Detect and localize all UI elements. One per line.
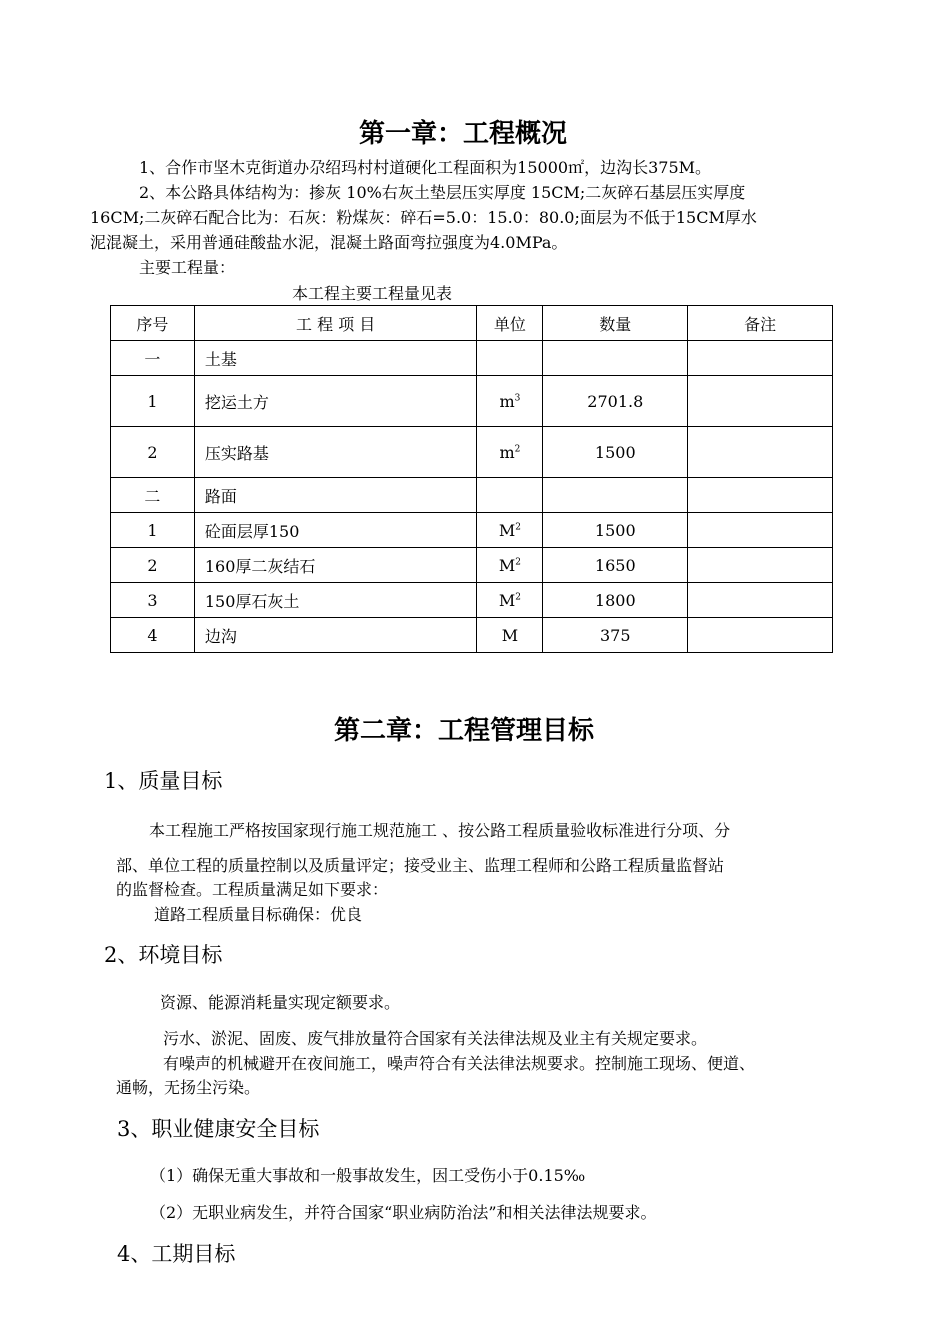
- row-item: 路面: [194, 478, 477, 513]
- row-note: [688, 513, 833, 548]
- unit-text: M: [498, 520, 516, 540]
- table-row: [111, 341, 833, 376]
- chapter1-line5: 主要工程量：: [139, 258, 236, 277]
- unit-sup: 2: [515, 592, 521, 603]
- row-qty: [543, 478, 688, 513]
- row-qty: 375: [543, 618, 688, 653]
- table-row: [111, 376, 833, 427]
- unit-text: m: [499, 391, 515, 411]
- section2-para3: 有噪声的机械避开在夜间施工，噪声符合有关法律法规要求。控制施工现场、便道、: [163, 1054, 756, 1073]
- section1-title: 1、质量目标: [104, 769, 223, 793]
- row-note: [688, 548, 833, 583]
- row-qty: 1500: [543, 513, 688, 548]
- row-note: [688, 478, 833, 513]
- section3-para1: （1）确保无重大事故和一般事故发生，因工受伤小于0.15‰: [150, 1166, 586, 1185]
- chapter1-line3: 16CM;二灰碎石配合比为：石灰：粉煤灰：碎石=5.0：15.0：80.0;面层为不低于15CM厚水: [90, 208, 757, 227]
- row-qty: [543, 341, 688, 376]
- chapter2-title: 第二章：工程管理目标: [334, 716, 595, 746]
- row-no: 4: [111, 618, 195, 653]
- chapter1-line2: 2、本公路具体结构为：掺灰 10%右灰土垫层压实厚度 15CM;二灰碎石基层压实厚度: [139, 183, 746, 202]
- row-item: 150厚石灰土: [194, 583, 477, 618]
- header-cell: 备注: [688, 306, 833, 341]
- header-cell: 单位: [477, 306, 543, 341]
- unit-sup: 2: [515, 557, 521, 568]
- row-no: 1: [111, 376, 195, 427]
- row-no: 2: [111, 548, 195, 583]
- table-caption: 本工程主要工程量见表: [292, 284, 453, 303]
- unit-text: M: [498, 590, 516, 610]
- unit-text: M: [498, 555, 516, 575]
- unit-text: m: [499, 442, 515, 462]
- table-row: [111, 548, 833, 583]
- section1-para4: 道路工程质量目标确保：优良: [154, 905, 363, 924]
- row-note: [688, 376, 833, 427]
- row-qty: 2701.8: [543, 376, 688, 427]
- header-cell: 序号: [111, 306, 195, 341]
- row-no: 2: [111, 427, 195, 478]
- row-qty: 1500: [543, 427, 688, 478]
- row-item: 160厚二灰结石: [194, 548, 477, 583]
- row-unit: [477, 513, 543, 548]
- row-no: 一: [111, 341, 195, 376]
- table-row: [111, 427, 833, 478]
- row-unit: [477, 341, 543, 376]
- section2-para2: 污水、淤泥、固废、废气排放量符合国家有关法律法规及业主有关规定要求。: [163, 1029, 708, 1048]
- table-row: [111, 618, 833, 653]
- table-header-row: [111, 306, 833, 341]
- row-no: 二: [111, 478, 195, 513]
- section3-para2: （2）无职业病发生，并符合国家“职业病防治法”和相关法律法规要求。: [150, 1203, 657, 1222]
- row-unit: [477, 583, 543, 618]
- chapter1-line1: 1、合作市坚木克街道办尕绍玛村村道硬化工程面积为15000㎡，边沟长375M。: [139, 158, 712, 177]
- section2-para1: 资源、能源消耗量实现定额要求。: [160, 993, 401, 1012]
- unit-sup: 2: [515, 522, 521, 533]
- quantity-table: [110, 305, 833, 653]
- row-item: 压实路基: [194, 427, 477, 478]
- row-item: 土基: [194, 341, 477, 376]
- header-cell: 数量: [543, 306, 688, 341]
- table-row: [111, 513, 833, 548]
- unit-text: M: [501, 625, 519, 645]
- row-unit: [477, 478, 543, 513]
- row-no: 3: [111, 583, 195, 618]
- row-note: [688, 427, 833, 478]
- row-unit: [477, 618, 543, 653]
- unit-sup: 3: [514, 393, 521, 404]
- row-item: 边沟: [194, 618, 477, 653]
- row-unit: [477, 548, 543, 583]
- section1-para3: 的监督检查。工程质量满足如下要求：: [116, 880, 389, 899]
- chapter1-line4: 泥混凝土，采用普通硅酸盐水泥，混凝土路面弯拉强度为4.0MPa。: [90, 233, 568, 252]
- row-note: [688, 618, 833, 653]
- row-item: 挖运土方: [194, 376, 477, 427]
- row-no: 1: [111, 513, 195, 548]
- row-qty: 1800: [543, 583, 688, 618]
- row-note: [688, 583, 833, 618]
- section1-para1: 本工程施工严格按国家现行施工规范施工 、按公路工程质量验收标准进行分项、分: [149, 821, 731, 840]
- section1-para2: 部、单位工程的质量控制以及质量评定；接受业主、监理工程师和公路工程质量监督站: [116, 856, 725, 875]
- row-unit: [477, 427, 543, 478]
- section4-title: 4、工期目标: [117, 1242, 236, 1266]
- table-row: [111, 478, 833, 513]
- section2-para4: 通畅，无扬尘污染。: [116, 1078, 261, 1097]
- row-unit: [477, 376, 543, 427]
- row-note: [688, 341, 833, 376]
- row-item: 砼面层厚150: [194, 513, 477, 548]
- section3-title: 3、职业健康安全目标: [117, 1117, 320, 1141]
- row-qty: 1650: [543, 548, 688, 583]
- unit-sup: 2: [514, 444, 521, 455]
- table-row: [111, 583, 833, 618]
- section2-title: 2、环境目标: [104, 943, 223, 967]
- chapter1-title: 第一章：工程概况: [359, 119, 568, 149]
- header-cell: 工 程 项 目: [194, 306, 477, 341]
